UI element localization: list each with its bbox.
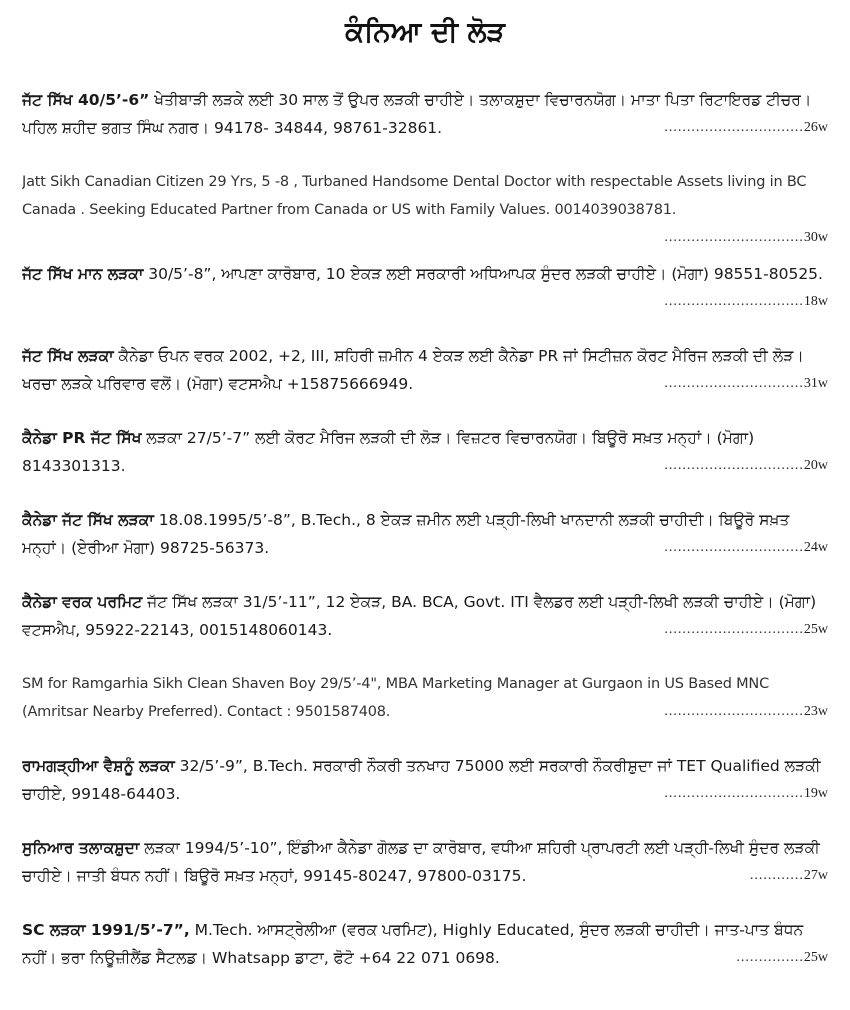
leader-dots: ...............................	[664, 120, 804, 135]
ad-reference-code: 27w	[803, 868, 828, 883]
leader-dots: ...............................	[664, 786, 804, 801]
leader-dots: ...............................	[664, 622, 804, 637]
ad-body: SM for Ramgarhia Sikh Clean Shaven Boy 29/5’-4", MBA Marketing Manager at Gurgaon in US Based MNC (Amritsar Nearby Preferred). Contact : 9501587408.	[22, 676, 769, 720]
ad-body: 18.08.1995/5’-8”, B.Tech., 8 ਏਕੜ ਜ਼ਮੀਨ ਲਈ ਪੜ੍ਹੀ-ਲਿਖੀ ਖਾਨਦਾਨੀ ਲੜਕੀ ਚਾਹੀਦੀ। ਬਿਊਰੋ ਸਖ਼ਤ ਮਨ੍ਹਾਂ। (ਏਰੀਆ ਮੋਗਾ) 98725-56373.	[22, 511, 790, 557]
ad-body: ਕੈਨੇਡਾ ਓਪਨ ਵਰਕ 2002, +2, III, ਸ਼ਹਿਰੀ ਜ਼ਮੀਨ 4 ਏਕੜ ਲਈ ਕੈਨੇਡਾ PR ਜਾਂ ਸਿਟੀਜ਼ਨ ਕੋਰਟ ਮੈਰਿਜ ਲੜਕੀ ਦੀ ਲੋੜ। ਖਰਚਾ ਲੜਕੇ ਪਰਿਵਾਰ ਵਲੋਂ। (ਮੋਗਾ) ਵਟਸਐਪ +15875666949.	[22, 347, 804, 393]
leader-dots: ...............................	[664, 230, 804, 245]
ad-reference	[658, 230, 828, 246]
ad-heading: ਕੈਨੇਡਾ ਵਰਕ ਪਰਮਿਟ	[22, 593, 143, 611]
leader-dots: ...............	[736, 950, 804, 965]
ad-body: M.Tech. ਆਸਟ੍ਰੇਲੀਆ (ਵਰਕ ਪਰਮਿਟ), Highly Educated, ਸੁੰਦਰ ਲੜਕੀ ਚਾਹੀਦੀ। ਜਾਤ-ਪਾਤ ਬੰਧਨ ਨਹੀਂ। ਭਰਾ ਨਿਊਜ਼ੀਲੈਂਡ ਸੈਟਲਡ। Whatsapp ਡਾਟਾ, ਫੋਟੋ +64 22 071 0698.	[22, 921, 804, 967]
ad-reference	[730, 950, 828, 966]
ad-reference	[658, 622, 828, 638]
ad-body: ਲੜਕਾ 27/5’-7” ਲਈ ਕੋਰਟ ਮੈਰਿਜ ਲੜਕੀ ਦੀ ਲੋੜ। ਵਿਜ਼ਟਰ ਵਿਚਾਰਨਯੋਗ। ਬਿਊਰੋ ਸਖ਼ਤ ਮਨ੍ਹਾਂ। (ਮੋਗਾ) 8143301313.	[22, 429, 755, 475]
ad-text	[22, 916, 828, 972]
classified-ad	[22, 168, 828, 260]
ad-heading: ਜੱਟ ਸਿੱਖ ਮਾਨ ਲੜਕਾ	[22, 265, 144, 283]
ad-reference-code: 26w	[803, 120, 828, 135]
ad-heading: ਕੈਨੇਡਾ ਜੱਟ ਸਿੱਖ ਲੜਕਾ	[22, 511, 154, 529]
ad-heading: SC ਲੜਕਾ 1991/5’-7”,	[22, 921, 190, 939]
ad-body: ਲੜਕਾ 1994/5’-10”, ਇੰਡੀਆ ਕੈਨੇਡਾ ਗੋਲਡ ਦਾ ਕਾਰੋਬਾਰ, ਵਧੀਆ ਸ਼ਹਿਰੀ ਪ੍ਰਾਪਰਟੀ ਲਈ ਪੜ੍ਹੀ-ਲਿਖੀ ਸੁੰਦਰ ਲੜਕੀ ਚਾਹੀਏ। ਜਾਤੀ ਬੰਧਨ ਨਹੀਂ। ਬਿਊਰੋ ਸਖ਼ਤ ਮਨ੍ਹਾਂ, 99145-80247, 97800-03175.	[22, 839, 820, 885]
ad-reference-code: 19w	[803, 786, 828, 801]
ad-body: 30/5’-8”, ਆਪਣਾ ਕਾਰੋਬਾਰ, 10 ਏਕੜ ਲਈ ਸਰਕਾਰੀ ਅਧਿਆਪਕ ਸੁੰਦਰ ਲੜਕੀ ਚਾਹੀਏ। (ਮੋਗਾ) 98551-80525.	[143, 265, 823, 283]
classified-ad	[22, 342, 828, 424]
classified-ad	[22, 916, 828, 998]
page-title: ਕੰਨਿਆ ਦੀ ਲੋੜ	[345, 15, 505, 48]
classified-ad	[22, 424, 828, 506]
ad-reference	[744, 868, 828, 884]
ad-reference	[658, 704, 828, 720]
classified-ad	[22, 588, 828, 670]
classified-ad	[22, 260, 828, 342]
ad-text	[22, 260, 828, 288]
ad-heading: ਸੁਨਿਆਰ ਤਲਾਕਸ਼ੁਦਾ	[22, 839, 140, 857]
ad-text	[22, 168, 828, 224]
ad-reference-code: 30w	[803, 230, 828, 245]
classified-ad	[22, 670, 828, 752]
leader-dots: ............	[749, 868, 804, 883]
ad-reference-code: 20w	[803, 458, 828, 473]
ad-reference	[658, 540, 828, 556]
ad-heading: ਜੱਟ ਸਿੱਖ 40/5’-6”	[22, 91, 150, 109]
ad-reference	[658, 376, 828, 392]
classified-ad	[22, 506, 828, 588]
ad-reference	[658, 458, 828, 474]
ad-body: ਜੱਟ ਸਿੱਖ ਲੜਕਾ 31/5’-11”, 12 ਏਕੜ, BA. BCA, Govt. ITI ਵੈਲਡਰ ਲਈ ਪੜ੍ਹੀ-ਲਿਖੀ ਲੜਕੀ ਚਾਹੀਏ। (ਮੋਗਾ) ਵਟਸਐਪ, 95922-22143, 0015148060143.	[22, 593, 817, 639]
ad-body: 32/5’-9”, B.Tech. ਸਰਕਾਰੀ ਨੌਕਰੀ ਤਨਖਾਹ 75000 ਲਈ ਸਰਕਾਰੀ ਨੌਕਰੀਸ਼ੁਦਾ ਜਾਂ TET Qualified ਲੜਕੀ ਚਾਹੀਏ, 99148-64403.	[22, 757, 821, 803]
ad-reference-code: 24w	[803, 540, 828, 555]
leader-dots: ...............................	[664, 458, 804, 473]
classified-ad	[22, 834, 828, 916]
classified-ad	[22, 752, 828, 834]
classified-ad	[22, 86, 828, 168]
leader-dots: ...............................	[664, 376, 804, 391]
ad-reference-code: 25w	[803, 622, 828, 637]
ad-heading: ਰਾਮਗੜ੍ਹੀਆ ਵੈਸ਼ਨੂੰ ਲੜਕਾ	[22, 757, 175, 775]
classified-ads-list	[22, 86, 828, 998]
ad-body: Jatt Sikh Canadian Citizen 29 Yrs, 5 -8 , Turbaned Handsome Dental Doctor with respectable Assets living in BC Canada . Seeking Educated Partner from Canada or US with Family Values. 0014039038781.	[22, 174, 807, 218]
ad-heading: ਜੱਟ ਸਿੱਖ ਲੜਕਾ	[22, 347, 114, 365]
ad-reference-code: 23w	[803, 704, 828, 719]
ad-reference	[658, 786, 828, 802]
ad-reference-code: 25w	[803, 950, 828, 965]
leader-dots: ...............................	[664, 540, 804, 555]
ad-text	[22, 834, 828, 890]
ad-reference-code: 31w	[803, 376, 828, 391]
leader-dots: ...............................	[664, 294, 804, 309]
ad-body: ਖੇਤੀਬਾੜੀ ਲੜਕੇ ਲਈ 30 ਸਾਲ ਤੋਂ ਉਪਰ ਲੜਕੀ ਚਾਹੀਏ। ਤਲਾਕਸ਼ੁਦਾ ਵਿਚਾਰਨਯੋਗ। ਮਾਤਾ ਪਿਤਾ ਰਿਟਾਇਰਡ ਟੀਚਰ। ਪਹਿਲ ਸ਼ਹੀਦ ਭਗਤ ਸਿੰਘ ਨਗਰ। 94178- 34844, 98761-32861.	[22, 91, 812, 137]
leader-dots: ...............................	[664, 704, 804, 719]
ad-reference-code: 18w	[803, 294, 828, 309]
ad-reference	[658, 294, 828, 310]
ad-heading: ਕੈਨੇਡਾ PR ਜੱਟ ਸਿੱਖ	[22, 429, 142, 447]
ad-reference	[658, 120, 828, 136]
